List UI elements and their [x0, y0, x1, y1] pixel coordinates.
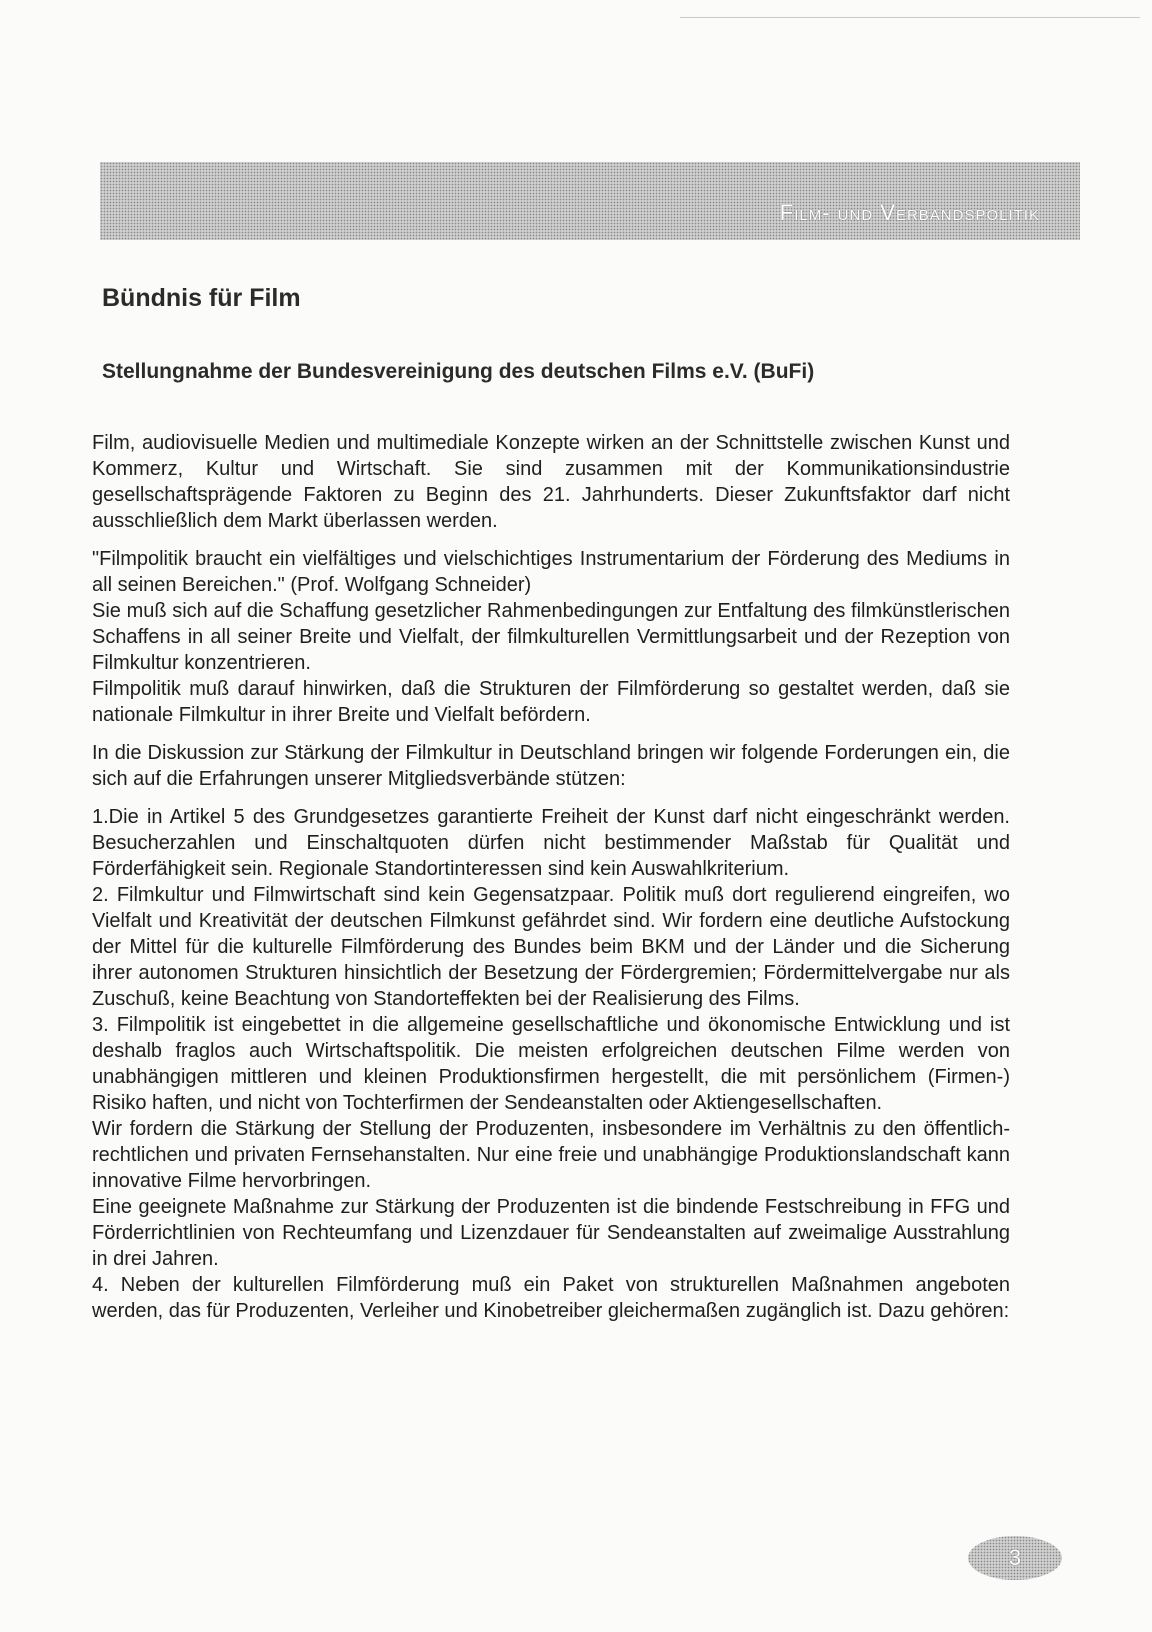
top-rule [680, 17, 1140, 18]
paragraph: Sie muß sich auf die Schaffung gesetzlicher Rahmenbedingungen zur Entfaltung des filmkünstlerischen Schaffens in all seiner Breite und Vielfalt, der filmkulturellen Vermittlungsarbeit und der Rezeption von Filmkultur konzentrieren. [92, 600, 1010, 674]
paragraph: Filmpolitik muß darauf hinwirken, daß die Strukturen der Filmförderung so gestaltet werden, daß sie nationale Filmkultur in ihrer Breite und Vielfalt befördern. [92, 678, 1010, 726]
section-label: Film- und Verbandspolitik [779, 200, 1040, 225]
paragraph: Eine geeignete Maßnahme zur Stärkung der Produzenten ist die bindende Festschreibung in FFG und Förderrichtlinien von Rechteumfang und Lizenzdauer für Sendeanstalten auf zweimalige Ausstrahlung in drei Jahren. [92, 1196, 1010, 1270]
paragraph: Wir fordern die Stärkung der Stellung der Produzenten, insbesondere im Verhältnis zu den öffentlich-rechtlichen und privaten Fernsehanstalten. Nur eine freie und unabhängige Produktionslandschaft kann innovative Filme hervorbringen. [92, 1118, 1010, 1192]
list-item-2: 2. Filmkultur und Filmwirtschaft sind kein Gegensatzpaar. Politik muß dort regulierend eingreifen, wo Vielfalt und Kreativität der deutschen Filmkunst gefährdet sind. Wir fordern eine deutliche Aufstockung der Mittel für die kulturelle Filmförderung des Bundes beim BKM und der Länder und die Sicherung ihrer autonomen Strukturen hinsichtlich der Besetzung der Fördergremien; Fördermittelvergabe nur als Zuschuß, keine Beachtung von Standorteffekten bei der Realisierung des Films. [92, 884, 1010, 1010]
paragraph: In die Diskussion zur Stärkung der Filmkultur in Deutschland bringen wir folgende Forderungen ein, die sich auf die Erfahrungen unserer Mitgliedsverbände stützen: [92, 742, 1010, 790]
body-text [92, 430, 1010, 1324]
list-item-3: 3. Filmpolitik ist eingebettet in die allgemeine gesellschaftliche und ökonomische Entwicklung und ist deshalb fraglos auch Wirtschaftspolitik. Die meisten erfolgreichen deutschen Filme werden von unabhängigen mittleren und kleinen Produktionsfirmen hergestellt, die mit persönlichem (Firmen-) Risiko haften, und nicht von Tochterfirmen der Sendeanstalten oder Aktiengesellschaften. [92, 1014, 1010, 1114]
section-header-band [100, 162, 1080, 240]
paragraph-intro: Film, audiovisuelle Medien und multimediale Konzepte wirken an der Schnittstelle zwischen Kunst und Kommerz, Kultur und Wirtschaft. Sie sind zusammen mit der Kommunikationsindustrie gesellschaftsprägende Faktoren zu Beginn des 21. Jahrhunderts. Dieser Zukunftsfaktor darf nicht ausschließlich dem Markt überlassen werden. [92, 432, 1010, 532]
list-item-1: 1.Die in Artikel 5 des Grundgesetzes garantierte Freiheit der Kunst darf nicht eingeschränkt werden. Besucherzahlen und Einschaltquoten dürfen nicht bestimmender Maßstab für Qualität und Förderfähigkeit sein. Regionale Standortinteressen sind kein Auswahlkriterium. [92, 806, 1010, 880]
page-number: 3 [1008, 1545, 1022, 1570]
list-item-4: 4. Neben der kulturellen Filmförderung muß ein Paket von strukturellen Maßnahmen angeboten werden, das für Produzenten, Verleiher und Kinobetreiber gleichermaßen zugänglich ist. Dazu gehören: [92, 1274, 1010, 1322]
paragraph-quote: "Filmpolitik braucht ein vielfältiges und vielschichtiges Instrumentarium der Förderung des Mediums in all seinen Bereichen." (Prof. Wolfgang Schneider) [92, 548, 1010, 596]
page-number-badge [968, 1536, 1062, 1580]
page-subtitle: Stellungnahme der Bundesvereinigung des deutschen Films e.V. (BuFi) [102, 360, 815, 383]
page-title: Bündnis für Film [102, 284, 301, 312]
